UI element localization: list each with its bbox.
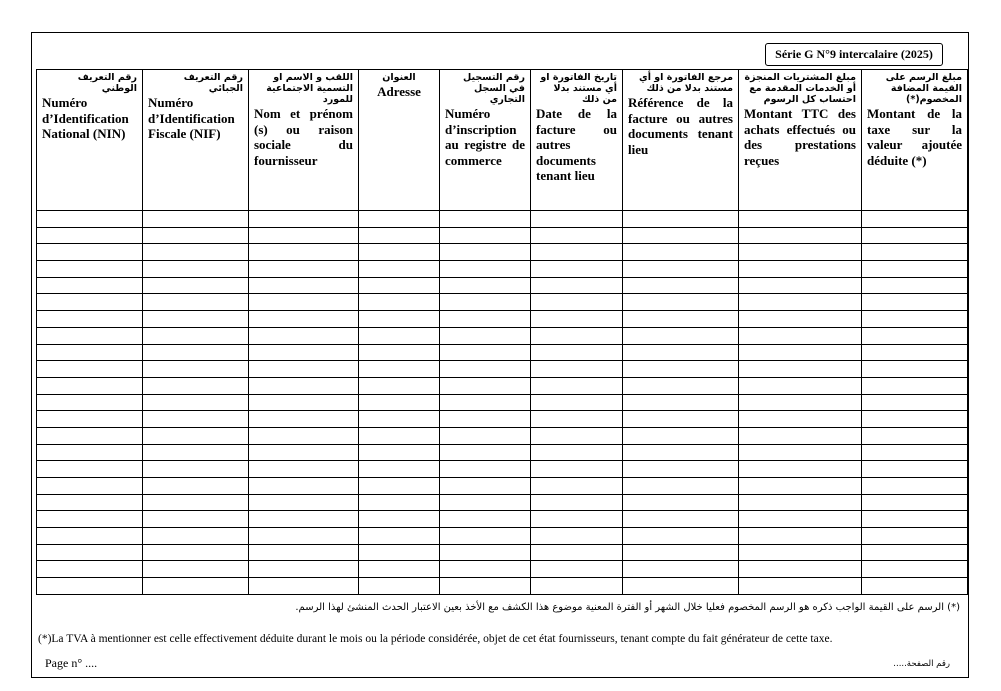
table-cell[interactable] <box>143 544 249 561</box>
col-header-invoice-ref-fr: Référence de la facture ou autres documents tenant lieu <box>628 95 733 157</box>
table-cell[interactable] <box>623 361 739 378</box>
table-cell[interactable] <box>531 511 623 528</box>
table-cell[interactable] <box>359 227 440 244</box>
table-cell[interactable] <box>531 478 623 495</box>
table-cell[interactable] <box>531 444 623 461</box>
table-row <box>37 394 968 411</box>
table-cell[interactable] <box>623 544 739 561</box>
table-cell[interactable] <box>531 227 623 244</box>
table-cell[interactable] <box>249 294 359 311</box>
table-cell[interactable] <box>623 461 739 478</box>
table-cell[interactable] <box>623 427 739 444</box>
table-row <box>37 211 968 228</box>
table-cell[interactable] <box>862 578 968 595</box>
table-cell[interactable] <box>249 444 359 461</box>
table-cell[interactable] <box>739 494 862 511</box>
table-row <box>37 227 968 244</box>
table-cell[interactable] <box>862 561 968 578</box>
col-header-nin-ar: رقم التعريف الوطني <box>77 72 137 94</box>
table-cell[interactable] <box>359 211 440 228</box>
footnote-arabic: (*) الرسم على القيمة الواجب ذكره هو الرسم المخصوم فعليا خلال الشهر أو الفترة المعنية موضوع هذا الكشف مع الأخذ بعين الاعتبار الحدث المنشئ لهذا الرسم. <box>295 602 960 613</box>
table-cell[interactable] <box>249 261 359 278</box>
table-row <box>37 294 968 311</box>
table-cell[interactable] <box>359 511 440 528</box>
table-cell[interactable] <box>862 277 968 294</box>
table-cell[interactable] <box>143 261 249 278</box>
table-row <box>37 344 968 361</box>
table-cell[interactable] <box>37 227 143 244</box>
table-cell[interactable] <box>739 444 862 461</box>
table-cell[interactable] <box>359 261 440 278</box>
table-cell[interactable] <box>862 511 968 528</box>
table-cell[interactable] <box>249 427 359 444</box>
table-cell[interactable] <box>531 528 623 545</box>
table-cell[interactable] <box>249 227 359 244</box>
table-row <box>37 511 968 528</box>
table-row <box>37 544 968 561</box>
table-cell[interactable] <box>531 344 623 361</box>
col-header-rc-fr: Numéro d’inscription au registre de commerce <box>445 106 525 168</box>
table-cell[interactable] <box>739 377 862 394</box>
table-cell[interactable] <box>143 411 249 428</box>
table-cell[interactable] <box>531 211 623 228</box>
table-cell[interactable] <box>739 427 862 444</box>
table-cell[interactable] <box>249 377 359 394</box>
table-cell[interactable] <box>359 478 440 495</box>
table-cell[interactable] <box>531 494 623 511</box>
table-cell[interactable] <box>862 261 968 278</box>
table-cell[interactable] <box>862 211 968 228</box>
page-number-label-fr: Page n° .... <box>45 656 98 670</box>
page-number-label-ar: رقم الصفحة..... <box>893 659 950 669</box>
table-cell[interactable] <box>862 294 968 311</box>
table-cell[interactable] <box>37 561 143 578</box>
table-cell[interactable] <box>143 494 249 511</box>
table-cell[interactable] <box>623 561 739 578</box>
table-cell[interactable] <box>623 311 739 328</box>
col-header-name-fr: Nom et prénom (s) ou raison sociale du fournisseur <box>254 106 353 168</box>
table-cell[interactable] <box>37 344 143 361</box>
table-cell[interactable] <box>37 244 143 261</box>
table-row <box>37 444 968 461</box>
table-cell[interactable] <box>359 327 440 344</box>
serie-label: Série G N°9 intercalaire (2025) <box>765 43 943 66</box>
table-cell[interactable] <box>143 461 249 478</box>
table-cell[interactable] <box>739 544 862 561</box>
table-row <box>37 478 968 495</box>
table-cell[interactable] <box>862 494 968 511</box>
table-cell[interactable] <box>37 578 143 595</box>
table-cell[interactable] <box>531 277 623 294</box>
table-cell[interactable] <box>531 377 623 394</box>
table-cell[interactable] <box>37 427 143 444</box>
col-header-tva <box>862 70 968 211</box>
table-row <box>37 461 968 478</box>
table-cell[interactable] <box>359 277 440 294</box>
col-header-invoice-date <box>531 70 623 211</box>
table-cell[interactable] <box>531 261 623 278</box>
table-cell[interactable] <box>531 461 623 478</box>
table-cell[interactable] <box>739 511 862 528</box>
table-cell[interactable] <box>37 478 143 495</box>
table-cell[interactable] <box>623 578 739 595</box>
table-cell[interactable] <box>440 544 531 561</box>
table-row <box>37 494 968 511</box>
table-row <box>37 244 968 261</box>
table-cell[interactable] <box>359 294 440 311</box>
table-cell[interactable] <box>37 261 143 278</box>
table-cell[interactable] <box>531 427 623 444</box>
table-row <box>37 327 968 344</box>
col-header-rc-ar: رقم التسجيل في السجل التجاري <box>462 72 525 105</box>
table-cell[interactable] <box>143 377 249 394</box>
table-cell[interactable] <box>249 561 359 578</box>
table-cell[interactable] <box>440 211 531 228</box>
table-cell[interactable] <box>739 394 862 411</box>
table-cell[interactable] <box>440 561 531 578</box>
table-cell[interactable] <box>739 478 862 495</box>
table-cell[interactable] <box>623 528 739 545</box>
table-cell[interactable] <box>440 478 531 495</box>
table-cell[interactable] <box>143 511 249 528</box>
table-cell[interactable] <box>623 327 739 344</box>
table-cell[interactable] <box>440 411 531 428</box>
table-cell[interactable] <box>531 544 623 561</box>
table-cell[interactable] <box>531 311 623 328</box>
table-cell[interactable] <box>249 277 359 294</box>
table-cell[interactable] <box>37 294 143 311</box>
table-cell[interactable] <box>739 411 862 428</box>
table-cell[interactable] <box>37 327 143 344</box>
table-cell[interactable] <box>440 311 531 328</box>
table-cell[interactable] <box>623 261 739 278</box>
col-header-nif-fr: Numéro d’Identification Fiscale (NIF) <box>148 95 235 141</box>
table-cell[interactable] <box>249 361 359 378</box>
table-cell[interactable] <box>37 411 143 428</box>
table-cell[interactable] <box>623 294 739 311</box>
table-cell[interactable] <box>37 377 143 394</box>
table-cell[interactable] <box>739 327 862 344</box>
table-cell[interactable] <box>440 461 531 478</box>
table-cell[interactable] <box>862 478 968 495</box>
table-cell[interactable] <box>531 561 623 578</box>
table-cell[interactable] <box>440 377 531 394</box>
table-cell[interactable] <box>739 277 862 294</box>
table-cell[interactable] <box>37 494 143 511</box>
table-cell[interactable] <box>249 311 359 328</box>
col-header-nin-fr: Numéro d’Identification National (NIN) <box>42 95 129 141</box>
table-cell[interactable] <box>440 344 531 361</box>
table-cell[interactable] <box>37 311 143 328</box>
table-cell[interactable] <box>440 511 531 528</box>
table-cell[interactable] <box>143 394 249 411</box>
table-cell[interactable] <box>359 578 440 595</box>
col-header-invoice-date-ar: تاريخ الفاتورة او أي مستند بدلا من ذلك <box>540 72 617 105</box>
table-cell[interactable] <box>623 277 739 294</box>
table-cell[interactable] <box>531 294 623 311</box>
table-cell[interactable] <box>359 361 440 378</box>
table-cell[interactable] <box>623 377 739 394</box>
table-cell[interactable] <box>143 327 249 344</box>
table-row <box>37 361 968 378</box>
table-cell[interactable] <box>623 444 739 461</box>
col-header-address <box>359 70 440 211</box>
table-cell[interactable] <box>143 427 249 444</box>
table-cell[interactable] <box>440 261 531 278</box>
table-cell[interactable] <box>862 544 968 561</box>
table-cell[interactable] <box>440 361 531 378</box>
table-row <box>37 311 968 328</box>
table-cell[interactable] <box>143 561 249 578</box>
table-cell[interactable] <box>440 294 531 311</box>
table-cell[interactable] <box>359 344 440 361</box>
table-cell[interactable] <box>862 528 968 545</box>
table-cell[interactable] <box>531 361 623 378</box>
table-cell[interactable] <box>739 244 862 261</box>
table-cell[interactable] <box>249 211 359 228</box>
col-header-name-ar: اللقب و الاسم او التسمية الاجتماعية للمورد <box>266 72 353 105</box>
table-cell[interactable] <box>359 394 440 411</box>
table-row <box>37 427 968 444</box>
table-cell[interactable] <box>739 344 862 361</box>
table-cell[interactable] <box>739 528 862 545</box>
table-cell[interactable] <box>862 311 968 328</box>
table-cell[interactable] <box>739 294 862 311</box>
table-cell[interactable] <box>249 394 359 411</box>
col-header-nin <box>37 70 143 211</box>
table-cell[interactable] <box>862 227 968 244</box>
col-header-nif <box>143 70 249 211</box>
table-cell[interactable] <box>531 411 623 428</box>
table-row <box>37 277 968 294</box>
table-cell[interactable] <box>359 244 440 261</box>
table-cell[interactable] <box>359 494 440 511</box>
col-header-tva-fr: Montant de la taxe sur la valeur ajoutée déduite (*) <box>867 106 962 168</box>
table-cell[interactable] <box>623 478 739 495</box>
table-cell[interactable] <box>37 544 143 561</box>
table-cell[interactable] <box>37 511 143 528</box>
table-cell[interactable] <box>249 344 359 361</box>
table-cell[interactable] <box>739 361 862 378</box>
table-cell[interactable] <box>143 528 249 545</box>
col-header-invoice-ref-ar: مرجع الفاتورة او أي مستند بدلا من ذلك <box>638 72 733 94</box>
col-header-invoice-date-fr: Date de la facture ou autres documents tenant lieu <box>536 106 617 183</box>
table-cell[interactable] <box>359 411 440 428</box>
table-cell[interactable] <box>249 411 359 428</box>
table-cell[interactable] <box>623 244 739 261</box>
table-cell[interactable] <box>359 377 440 394</box>
table-cell[interactable] <box>440 227 531 244</box>
table-cell[interactable] <box>143 277 249 294</box>
table-cell[interactable] <box>37 461 143 478</box>
table-cell[interactable] <box>739 211 862 228</box>
table-cell[interactable] <box>359 561 440 578</box>
table-cell[interactable] <box>862 244 968 261</box>
table-cell[interactable] <box>739 227 862 244</box>
table-cell[interactable] <box>862 361 968 378</box>
table-cell[interactable] <box>143 478 249 495</box>
table-row <box>37 528 968 545</box>
table-cell[interactable] <box>143 344 249 361</box>
table-cell[interactable] <box>440 277 531 294</box>
table-cell[interactable] <box>143 311 249 328</box>
table-body <box>37 211 968 595</box>
table-cell[interactable] <box>623 227 739 244</box>
table-cell[interactable] <box>862 327 968 344</box>
table-cell[interactable] <box>249 544 359 561</box>
table-cell[interactable] <box>143 361 249 378</box>
table-cell[interactable] <box>143 578 249 595</box>
table-cell[interactable] <box>739 561 862 578</box>
table-cell[interactable] <box>359 461 440 478</box>
table-cell[interactable] <box>862 377 968 394</box>
table-cell[interactable] <box>739 578 862 595</box>
table-cell[interactable] <box>37 361 143 378</box>
table-cell[interactable] <box>623 394 739 411</box>
table-row <box>37 578 968 595</box>
table-cell[interactable] <box>531 578 623 595</box>
table-cell[interactable] <box>37 211 143 228</box>
table-cell[interactable] <box>359 544 440 561</box>
table-cell[interactable] <box>37 444 143 461</box>
table-cell[interactable] <box>249 578 359 595</box>
table-cell[interactable] <box>440 394 531 411</box>
table-cell[interactable] <box>862 427 968 444</box>
table-cell[interactable] <box>359 528 440 545</box>
table-row <box>37 377 968 394</box>
table-cell[interactable] <box>249 327 359 344</box>
table-cell[interactable] <box>440 444 531 461</box>
table-cell[interactable] <box>249 461 359 478</box>
table-cell[interactable] <box>531 244 623 261</box>
table-cell[interactable] <box>143 294 249 311</box>
footnote-french: (*)La TVA à mentionner est celle effectivement déduite durant le mois ou la période considérée, objet de cet état fournisseurs, tenant compte du fait générateur de cette taxe. <box>38 633 833 645</box>
table-cell[interactable] <box>143 211 249 228</box>
table-cell[interactable] <box>440 327 531 344</box>
table-cell[interactable] <box>862 344 968 361</box>
table-cell[interactable] <box>623 411 739 428</box>
table-cell[interactable] <box>359 444 440 461</box>
table-cell[interactable] <box>623 344 739 361</box>
table-cell[interactable] <box>862 411 968 428</box>
table-cell[interactable] <box>37 394 143 411</box>
table-cell[interactable] <box>249 478 359 495</box>
table-cell[interactable] <box>249 244 359 261</box>
table-cell[interactable] <box>359 311 440 328</box>
table-cell[interactable] <box>37 528 143 545</box>
col-header-amount-ttc <box>739 70 862 211</box>
table-cell[interactable] <box>739 261 862 278</box>
table-cell[interactable] <box>623 211 739 228</box>
col-header-tva-ar: مبلغ الرسم على القيمة المضافة المخصوم(*) <box>885 72 962 105</box>
col-header-address-fr: Adresse <box>377 84 421 99</box>
table-cell[interactable] <box>143 444 249 461</box>
table-cell[interactable] <box>440 578 531 595</box>
table-cell[interactable] <box>739 311 862 328</box>
col-header-rc <box>440 70 531 211</box>
table-cell[interactable] <box>862 461 968 478</box>
table-cell[interactable] <box>440 244 531 261</box>
table-cell[interactable] <box>440 427 531 444</box>
table-cell[interactable] <box>143 227 249 244</box>
table-cell[interactable] <box>862 394 968 411</box>
table-row <box>37 561 968 578</box>
table-cell[interactable] <box>739 461 862 478</box>
table-cell[interactable] <box>862 444 968 461</box>
table-cell[interactable] <box>143 244 249 261</box>
table-row <box>37 261 968 278</box>
table-row <box>37 411 968 428</box>
table-cell[interactable] <box>531 327 623 344</box>
col-header-name <box>249 70 359 211</box>
col-header-address-ar: العنوان <box>382 72 416 83</box>
suppliers-table <box>36 69 968 595</box>
col-header-amount-ttc-fr: Montant TTC des achats effectués ou des prestations reçues <box>744 106 856 168</box>
col-header-invoice-ref <box>623 70 739 211</box>
table-cell[interactable] <box>440 528 531 545</box>
header-row <box>37 70 968 211</box>
table-cell[interactable] <box>249 494 359 511</box>
table-cell[interactable] <box>37 277 143 294</box>
table-cell[interactable] <box>359 427 440 444</box>
table-cell[interactable] <box>623 494 739 511</box>
col-header-nif-ar: رقم التعريف الجبائي <box>183 72 243 94</box>
table-cell[interactable] <box>249 511 359 528</box>
col-header-amount-ttc-ar: مبلغ المشتريات المنجزة أو الخدمات المقدمة مع احتساب كل الرسوم <box>744 72 856 105</box>
table-cell[interactable] <box>623 511 739 528</box>
table-cell[interactable] <box>440 494 531 511</box>
table-cell[interactable] <box>531 394 623 411</box>
table-cell[interactable] <box>249 528 359 545</box>
